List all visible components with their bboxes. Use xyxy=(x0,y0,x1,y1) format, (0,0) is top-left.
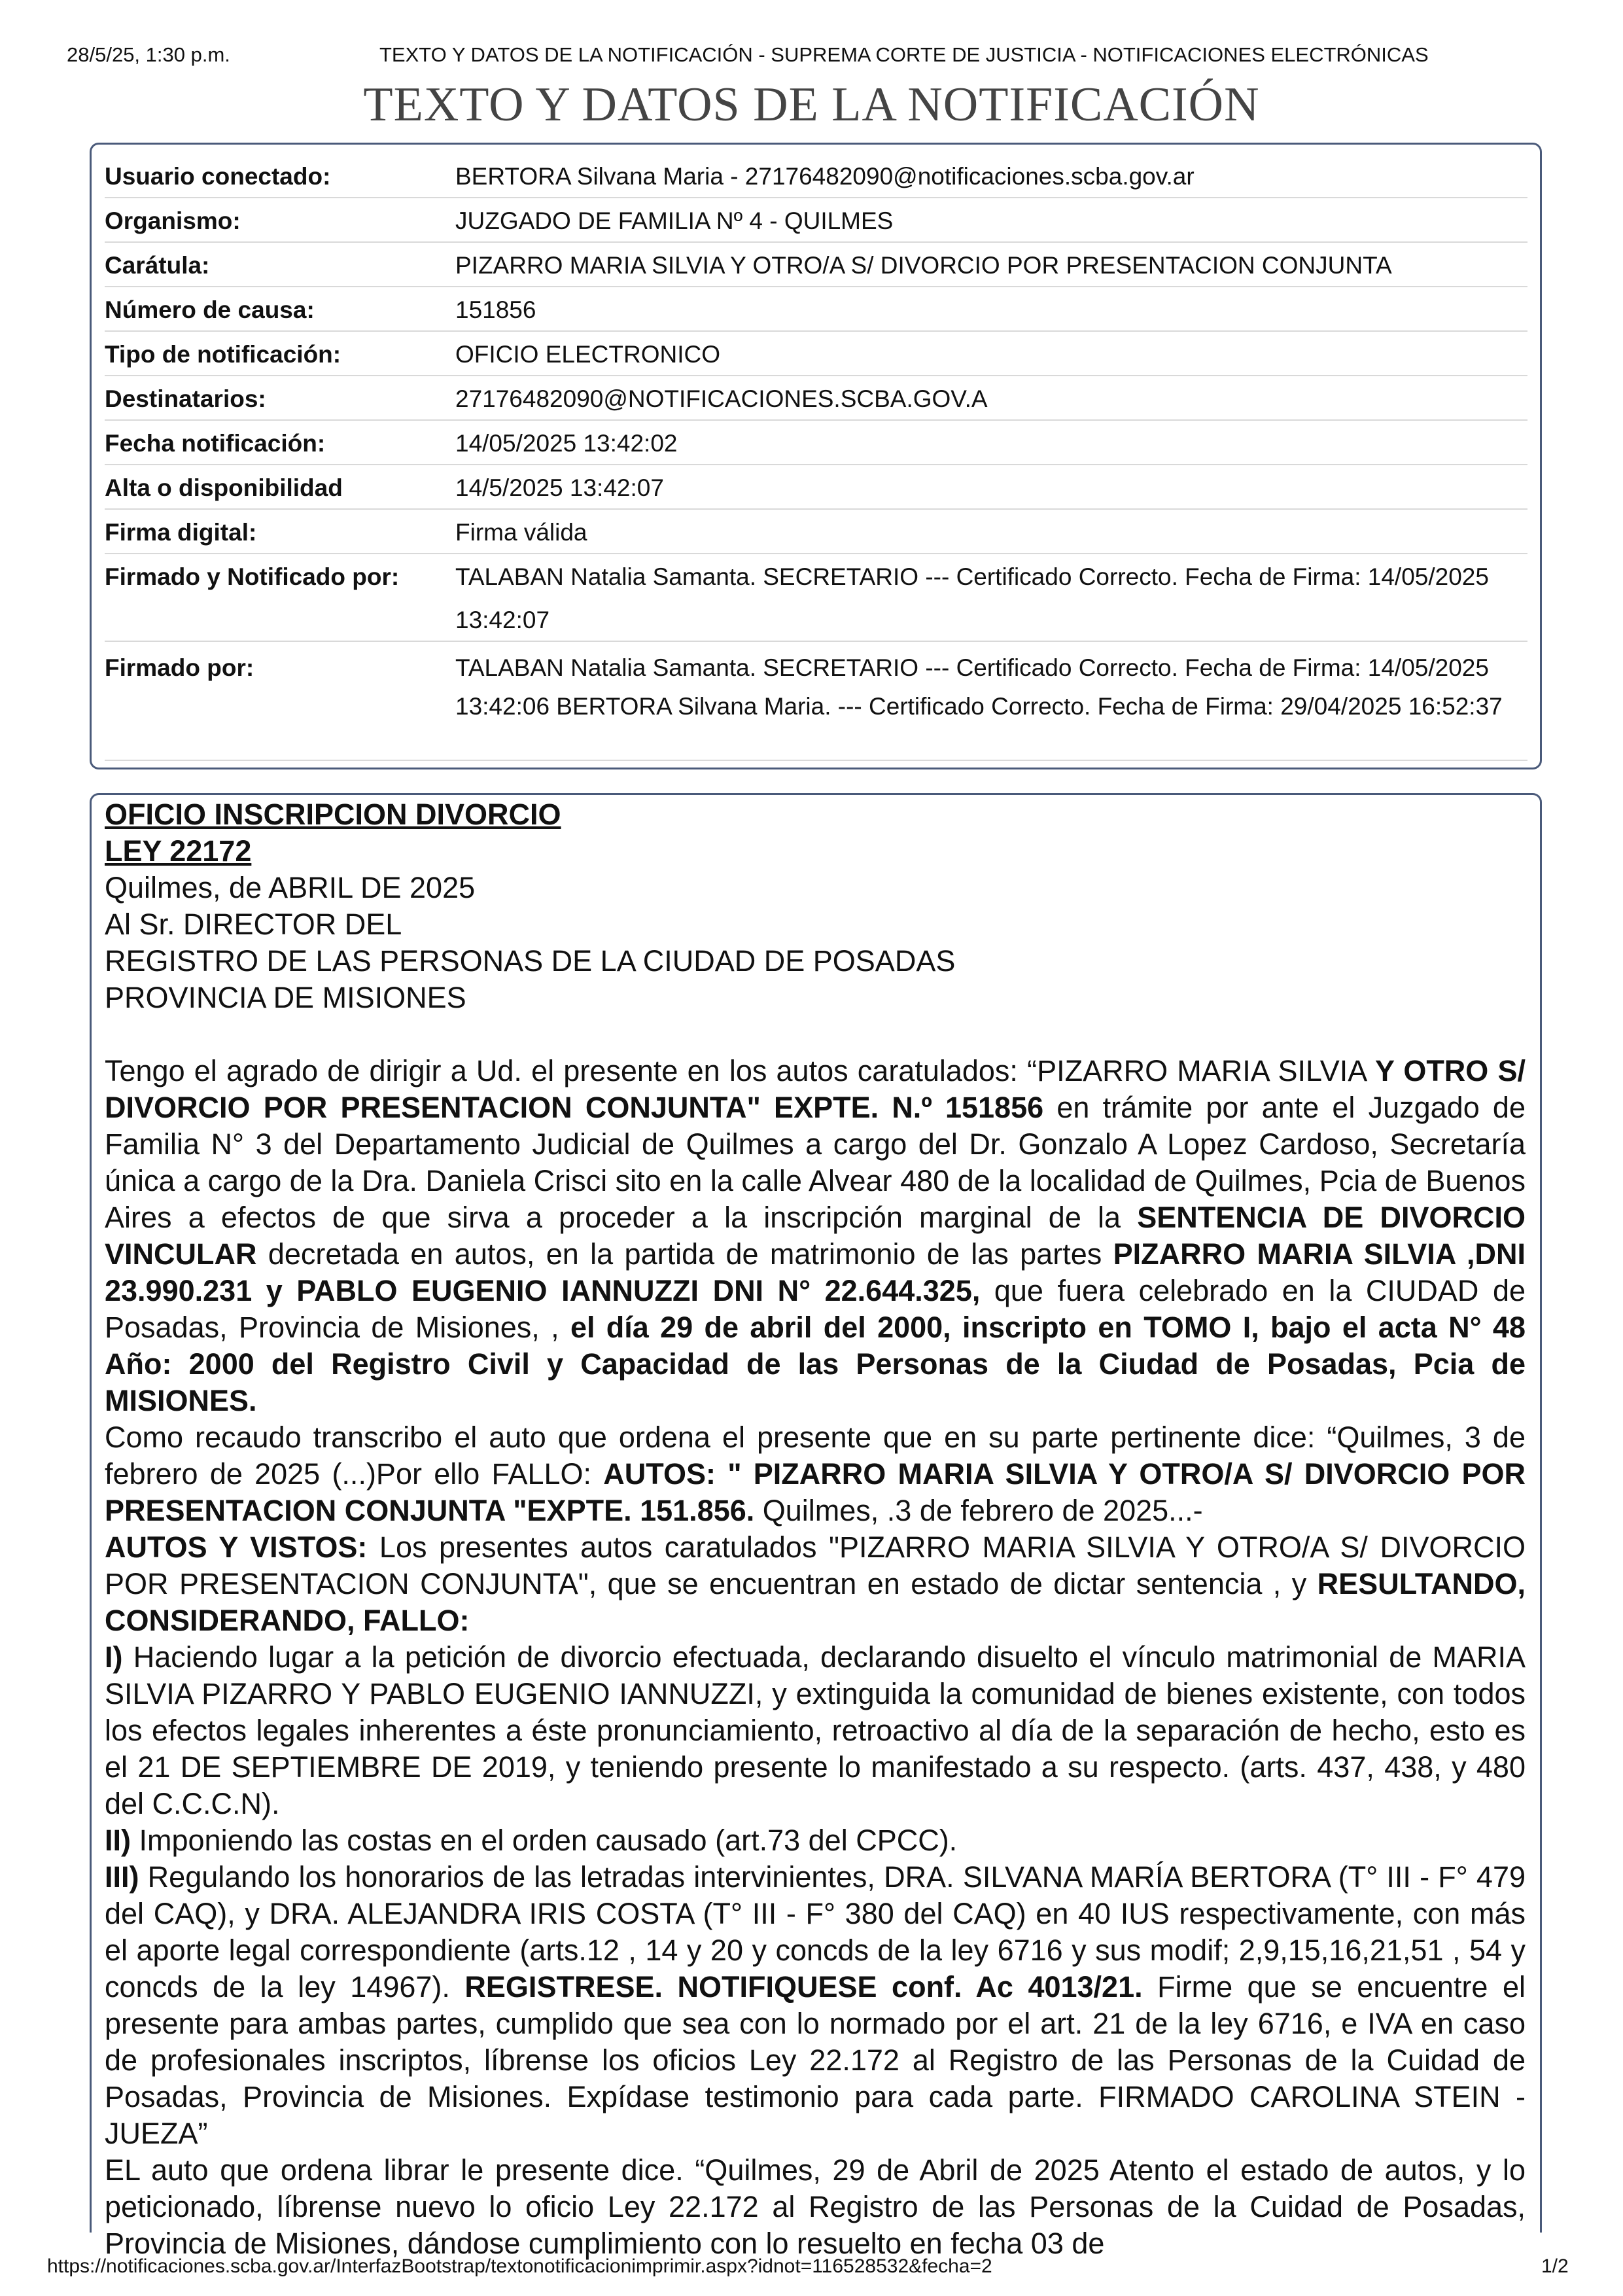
field-label: Organismo: xyxy=(105,207,241,234)
doc-law: LEY 22172 xyxy=(105,834,252,868)
doc-paragraph-2: Como recaudo transcribo el auto que ordena el presente que en su parte pertinente dice: “Quilmes, 3 de febrero de 2025 (...)Por ello FALLO: AUTOS: " PIZARRO MARIA SILVIA Y OTRO/A S/ DIVORCIO POR PRESENTACION CONJUNTA "EXPTE. 151.856. Quilmes, .3 de febrero de 2025...- xyxy=(105,1421,1526,1527)
field-row-firmado-notificado xyxy=(105,556,1527,642)
field-label: Carátula: xyxy=(105,252,210,279)
doc-paragraph-1: Tengo el agrado de dirigir a Ud. el presente en los autos caratulados: “PIZARRO MARIA SILVIA Y OTRO S/ DIVORCIO POR PRESENTACION CONJUNTA" EXPTE. N.º 151856 en trámite por ante el Juzgado de Familia N° 3 del Departamento Judicial de Quilmes a cargo del Dr. Gonzalo A Lopez Cardoso, Secretaría única a cargo de la Dra. Daniela Crisci sito en la calle Alvear 480 de la localidad de Quilmes, Pcia de Buenos Aires a efectos de que sirva a proceder a la inscripción marginal de la SENTENCIA DE DIVORCIO VINCULAR decretada en autos, en la partida de matrimonio de las partes PIZARRO MARIA SILVIA ,DNI 23.990.231 y PABLO EUGENIO IANNUZZI DNI N° 22.644.325, que fuera celebrado en la CIUDAD de Posadas, Provincia de Misiones, , el día 29 de abril del 2000, inscripto en TOMO I, bajo el acta N° 48 Año: 2000 del Registro Civil y Capacidad de las Personas de la Ciudad de Posadas, Pcia de MISIONES. xyxy=(105,1054,1526,1417)
field-row-firmado-por xyxy=(105,643,1527,761)
field-value: TALABAN Natalia Samanta. SECRETARIO --- Certificado Correcto. Fecha de Firma: 14/05/2025 13:42:06 BERTORA Silvana Maria. --- Certificado Correcto. Fecha de Firma: 29/04/2025 16:52:37 xyxy=(455,654,1503,720)
doc-paragraph-3: AUTOS Y VISTOS: Los presentes autos caratulados "PIZARRO MARIA SILVIA Y OTRO/A S/ DIVORCIO POR PRESENTACION CONJUNTA", que se encuentran en estado de dictar sentencia , y RESULTANDO, CONSIDERANDO, FALLO: xyxy=(105,1530,1526,1637)
print-footer xyxy=(0,2255,1623,2282)
field-value: TALABAN Natalia Samanta. SECRETARIO --- Certificado Correcto. Fecha de Firma: 14/05/2025 13:42:07 xyxy=(455,563,1489,633)
field-row-fecha-notificacion xyxy=(105,422,1527,465)
field-label: Destinatarios: xyxy=(105,385,266,412)
field-label: Alta o disponibilidad xyxy=(105,474,343,501)
doc-paragraph-5: II) Imponiendo las costas en el orden causado (art.73 del CPCC). xyxy=(105,1824,958,1857)
doc-address-2: REGISTRO DE LAS PERSONAS DE LA CIUDAD DE POSADAS xyxy=(105,944,956,978)
field-row-alta xyxy=(105,467,1527,510)
page-number: 1/2 xyxy=(1541,2255,1569,2277)
field-value: 14/5/2025 13:42:07 xyxy=(455,474,664,501)
doc-paragraph-4: I) Haciendo lugar a la petición de divorcio efectuada, declarando disuelto el vínculo matrimonial de MARIA SILVIA PIZARRO Y PABLO EUGENIO IANNUZZI, y extinguida la comunidad de bienes existente, con todos los efectos legales inherentes a éste pronunciamiento, retroactivo al día de la separación de hecho, esto es el 21 DE SEPTIEMBRE DE 2019, y teniendo presente lo manifestado a su respecto. (arts. 437, 438, y 480 del C.C.C.N). xyxy=(105,1640,1526,1820)
field-label: Número de causa: xyxy=(105,296,315,323)
notification-data-panel xyxy=(90,143,1542,769)
field-label: Firmado por: xyxy=(105,654,254,681)
field-row-destinatarios xyxy=(105,378,1527,421)
field-row-usuario xyxy=(105,155,1527,198)
field-row-tipo-notificacion xyxy=(105,333,1527,376)
document-body xyxy=(105,796,1526,2262)
field-row-numero-causa xyxy=(105,289,1527,332)
field-value: 14/05/2025 13:42:02 xyxy=(455,430,678,457)
field-value: BERTORA Silvana Maria - 27176482090@notificaciones.scba.gov.ar xyxy=(455,163,1195,190)
page-title: TEXTO Y DATOS DE LA NOTIFICACIÓN xyxy=(363,78,1260,132)
field-value: 27176482090@NOTIFICACIONES.SCBA.GOV.A xyxy=(455,385,988,412)
doc-paragraph-6: III) Regulando los honorarios de las letradas intervinientes, DRA. SILVANA MARÍA BERTORA (T° III - F° 479 del CAQ), y DRA. ALEJANDRA IRIS COSTA (T° III - F° 380 del CAQ) en 40 IUS respectivamente, con más el aporte legal correspondiente (arts.12 , 14 y 20 y concds de la ley 6716 y sus modif; 2,9,15,16,21,51 , 54 y concds de la ley 14967). REGISTRESE. NOTIFIQUESE conf. Ac 4013/21. Firme que se encuentre el presente para ambas partes, cumplido que sea con lo normado por el art. 21 de la ley 6716, e IVA en caso de profesionales inscriptos, líbrense los oficios Ley 22.172 al Registro de las Personas de la Cuidad de Posadas, Provincia de Misiones. Expídase testimonio para cada parte. FIRMADO CAROLINA STEIN - JUEZA” xyxy=(105,1860,1526,2150)
page-url: https://notificaciones.scba.gov.ar/InterfazBootstrap/textonotificacionimprimir.aspx?idnot=116528532&fecha=2 xyxy=(47,2255,992,2277)
field-row-firma-digital xyxy=(105,511,1527,554)
doc-address-3: PROVINCIA DE MISIONES xyxy=(105,981,466,1014)
field-value: PIZARRO MARIA SILVIA Y OTRO/A S/ DIVORCIO POR PRESENTACION CONJUNTA xyxy=(455,252,1392,279)
doc-address-1: Al Sr. DIRECTOR DEL xyxy=(105,908,402,941)
print-header xyxy=(0,38,1623,71)
field-value: 151856 xyxy=(455,296,536,323)
field-value: OFICIO ELECTRONICO xyxy=(455,341,720,368)
doc-paragraph-7: EL auto que ordena librar le presente dice. “Quilmes, 29 de Abril de 2025 Atento el estado de autos, y lo peticionado, líbrense nuevo lo oficio Ley 22.172 al Registro de las Personas de la Cuidad de Posadas, Provincia de Misiones, dándose cumplimiento con lo resuelto en fecha 03 de xyxy=(105,2153,1526,2260)
field-label: Firmado y Notificado por: xyxy=(105,563,400,590)
doc-place-date: Quilmes, de ABRIL DE 2025 xyxy=(105,871,476,904)
field-label: Firma digital: xyxy=(105,519,257,546)
field-label: Usuario conectado: xyxy=(105,163,331,190)
print-header-title: TEXTO Y DATOS DE LA NOTIFICACIÓN - SUPREMA CORTE DE JUSTICIA - NOTIFICACIONES ELECTRÓNICAS xyxy=(379,43,1429,66)
field-row-caratula xyxy=(105,244,1527,287)
field-value: Firma válida xyxy=(455,519,587,546)
doc-heading: OFICIO INSCRIPCION DIVORCIO xyxy=(105,798,561,831)
field-value: JUZGADO DE FAMILIA Nº 4 - QUILMES xyxy=(455,207,894,234)
field-label: Fecha notificación: xyxy=(105,430,326,457)
print-date: 28/5/25, 1:30 p.m. xyxy=(67,43,230,66)
field-row-organismo xyxy=(105,200,1527,243)
document-panel xyxy=(90,793,1542,2260)
field-label: Tipo de notificación: xyxy=(105,341,341,368)
